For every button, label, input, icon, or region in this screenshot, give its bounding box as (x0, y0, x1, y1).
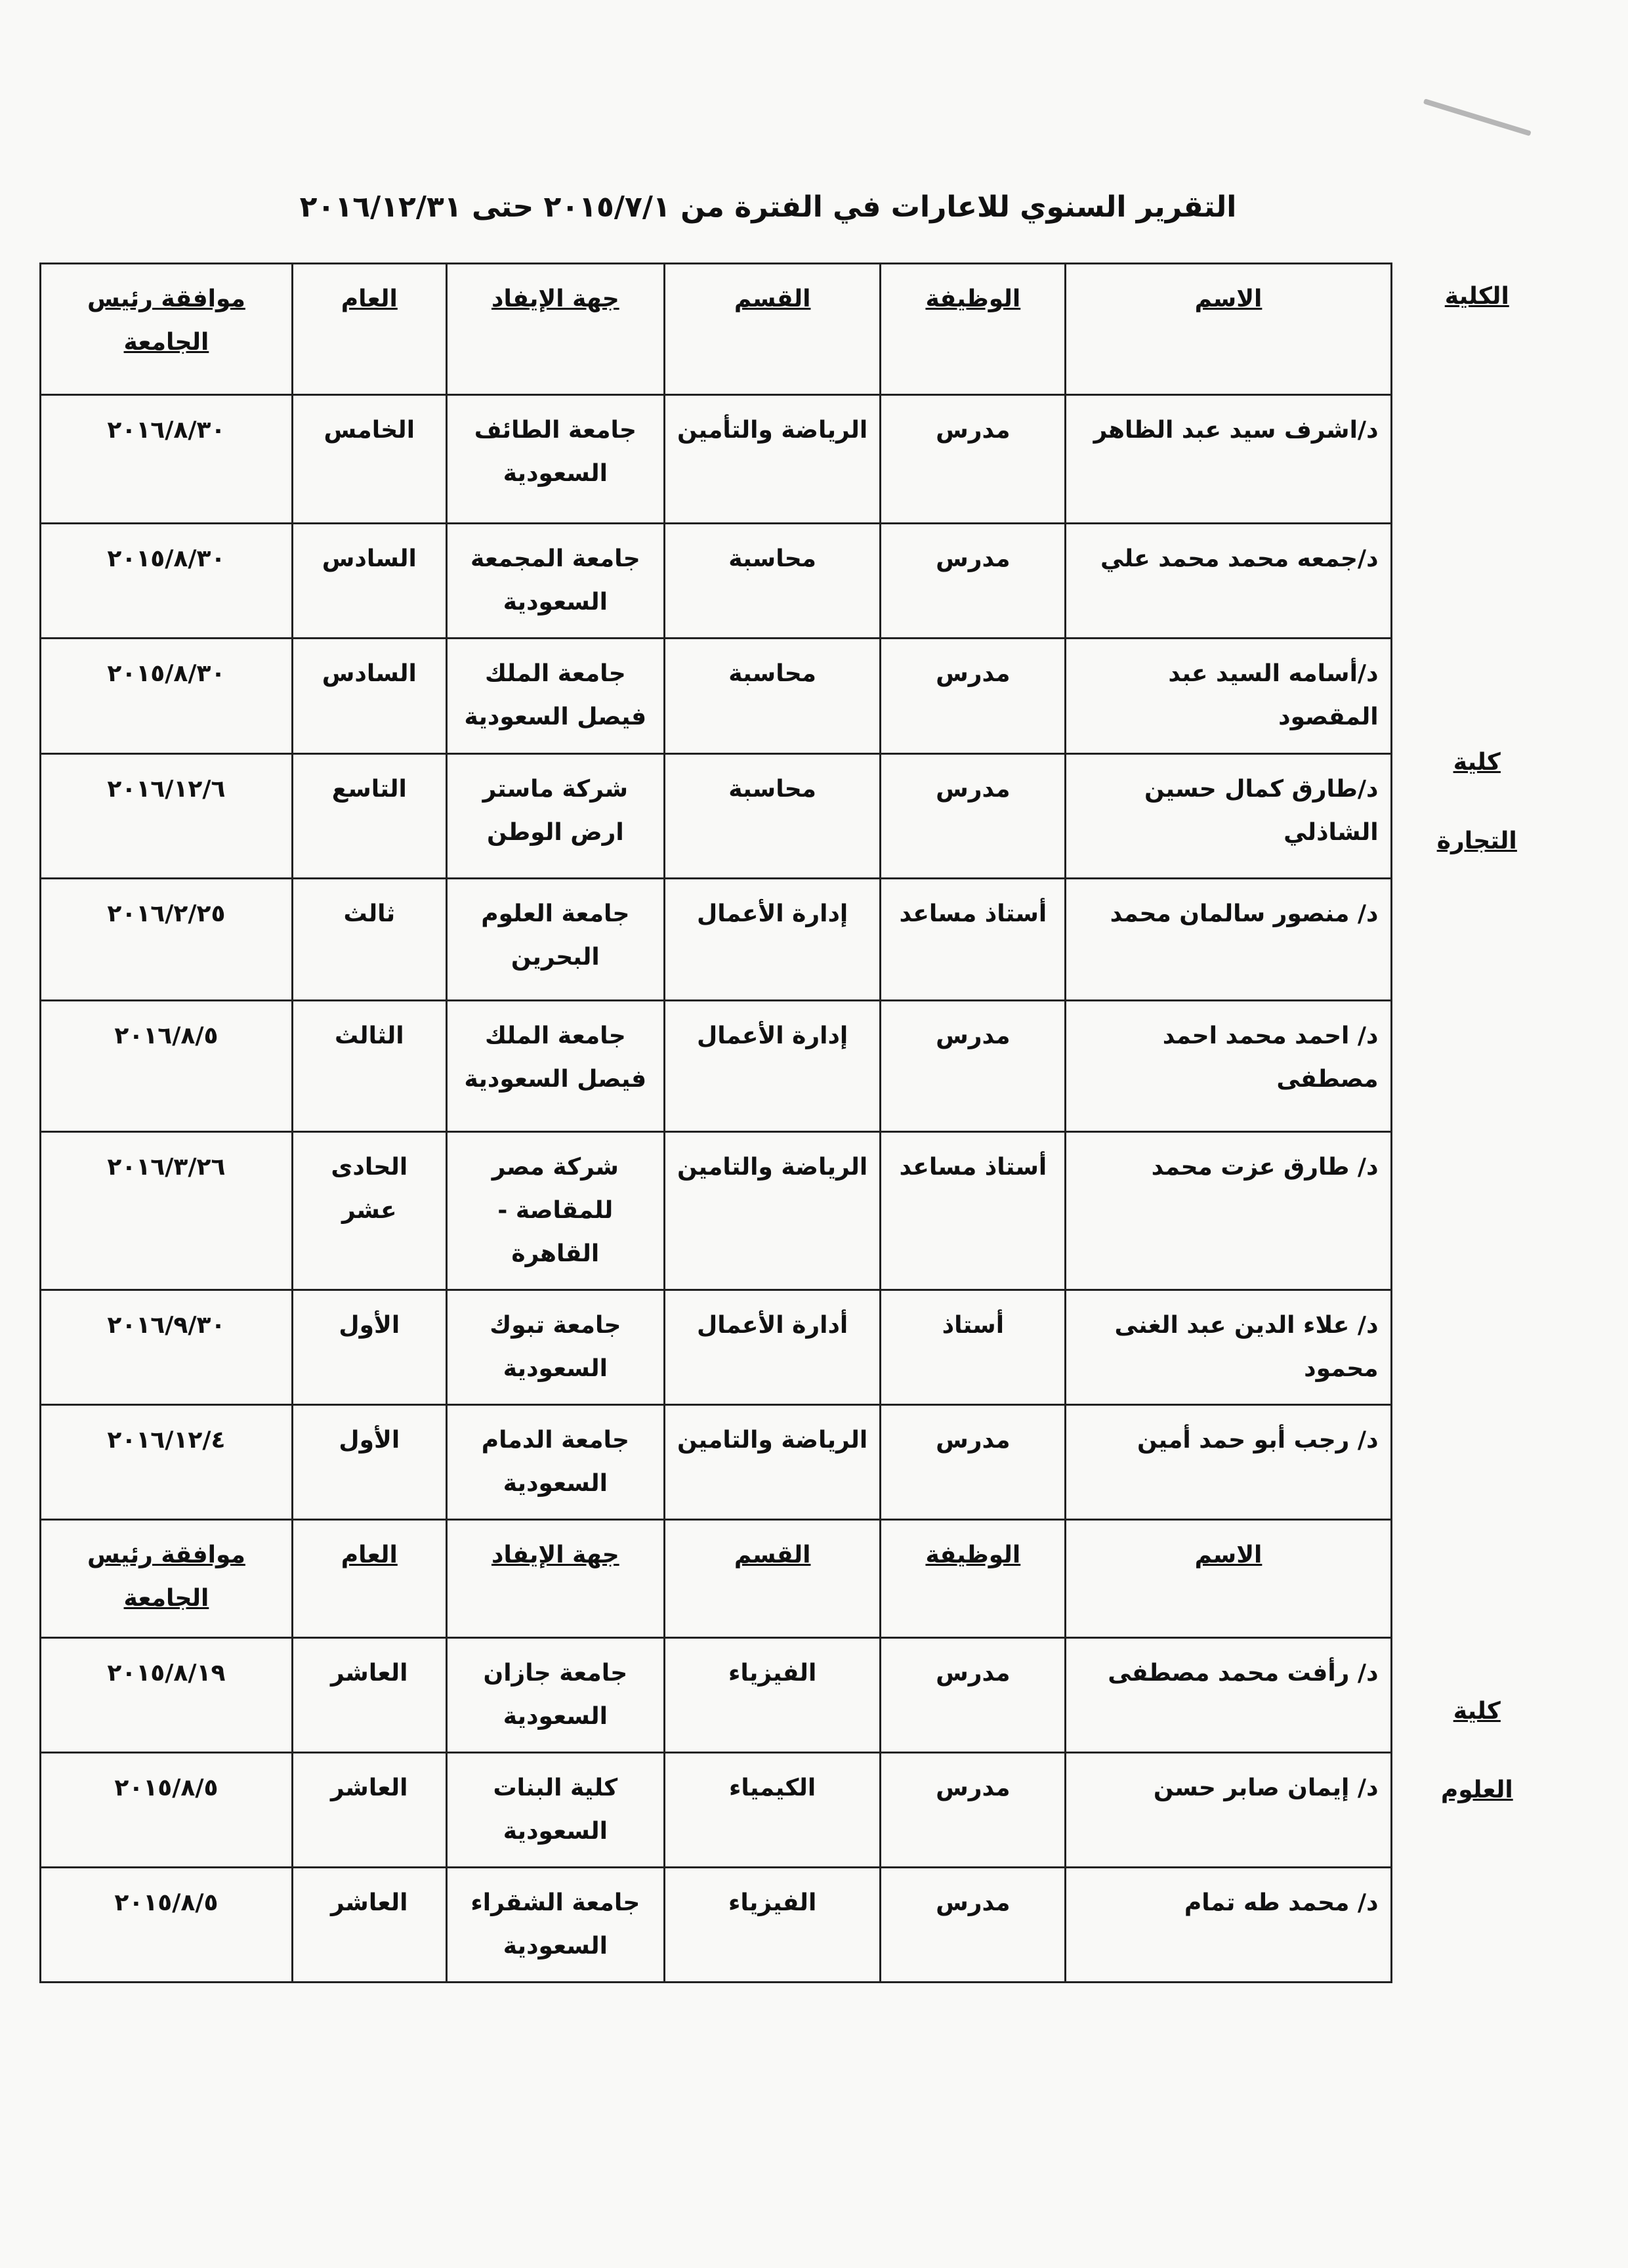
approval-header (41, 1520, 293, 1638)
table-row (41, 524, 1562, 639)
approval-date-cell: ٢٠١٦/٨/٣٠ (41, 395, 293, 524)
dept-cell: أدارة الأعمال (664, 1290, 880, 1405)
approval-date-cell: ٢٠١٥/٨/١٩ (41, 1638, 293, 1753)
dept-cell: الرياضة والتامين (664, 1405, 880, 1520)
faculty-name-line2: العلوم (1440, 1776, 1513, 1803)
year-cell: العاشر (292, 1638, 446, 1753)
approval-date-cell: ٢٠١٦/٢/٢٥ (41, 879, 293, 1001)
job-cell: مدرس (881, 1001, 1066, 1132)
approval-header-label: موافقة رئيس الجامعة (87, 1542, 245, 1612)
table-row (41, 879, 1562, 1001)
year-cell: الأول (292, 1290, 446, 1405)
destination-cell: جامعة الطائف السعودية (446, 395, 664, 524)
secondment-table (39, 262, 1562, 1983)
table-row (41, 1290, 1562, 1405)
faculty-name (1441, 1672, 1513, 1830)
job-header-label: الوظيفة (925, 285, 1021, 312)
job-header-label: الوظيفة (925, 1542, 1021, 1568)
table-row (41, 1405, 1562, 1520)
name-header-label: الاسم (1194, 285, 1263, 312)
job-cell: مدرس (881, 1638, 1066, 1753)
job-cell: أستاذ مساعد (881, 1132, 1066, 1290)
name-cell: د/ رأفت محمد مصطفى (1066, 1638, 1391, 1753)
job-cell: مدرس (881, 1868, 1066, 1983)
destination-cell: جامعة الملك فيصل السعودية (446, 1001, 664, 1132)
name-header (1066, 1520, 1391, 1638)
dept-cell: إدارة الأعمال (664, 1001, 880, 1132)
approval-date-cell: ٢٠١٦/١٢/٦ (41, 754, 293, 879)
faculty-cell (1391, 1520, 1562, 1983)
name-header-label: الاسم (1194, 1542, 1263, 1568)
approval-date-cell: ٢٠١٦/٨/٥ (41, 1001, 293, 1132)
destination-cell: شركة مصر للمقاصة - القاهرة (446, 1132, 664, 1290)
name-cell: د/جمعه محمد محمد علي (1066, 524, 1391, 639)
job-header (881, 1520, 1066, 1638)
scan-pen-mark (1423, 98, 1532, 136)
dept-cell: محاسبة (664, 754, 880, 879)
approval-date-cell: ٢٠١٦/١٢/٤ (41, 1405, 293, 1520)
table-row (41, 754, 1562, 879)
year-cell: الخامس (292, 395, 446, 524)
dept-header-label: القسم (734, 1542, 811, 1568)
destination-cell: جامعة العلوم البحرين (446, 879, 664, 1001)
report-title: التقرير السنوي للاعارات في الفترة من ٢٠١٥/٧/١ حتى ٢٠١٦/١٢/٣١ (299, 190, 1237, 224)
faculty-cell (1391, 264, 1562, 1520)
dept-header (664, 1520, 880, 1638)
job-cell: أستاذ (881, 1290, 1066, 1405)
year-cell: العاشر (292, 1753, 446, 1868)
job-cell: مدرس (881, 754, 1066, 879)
name-cell: د/ منصور سالمان محمد (1066, 879, 1391, 1001)
year-cell: التاسع (292, 754, 446, 879)
faculty-name (1404, 723, 1550, 881)
name-cell: د/ احمد محمد احمد مصطفى (1066, 1001, 1391, 1132)
name-cell: د/اشرف سيد عبد الظاهر (1066, 395, 1391, 524)
year-cell: الثالث (292, 1001, 446, 1132)
destination-header (446, 264, 664, 395)
approval-date-cell: ٢٠١٥/٨/٣٠ (41, 524, 293, 639)
job-cell: مدرس (881, 1405, 1066, 1520)
approval-header (41, 264, 293, 395)
table-header-row (41, 1520, 1562, 1638)
year-cell: ثالث (292, 879, 446, 1001)
dept-cell: الكيمياء (664, 1753, 880, 1868)
dept-cell: الرياضة والتامين (664, 1132, 880, 1290)
approval-date-cell: ٢٠١٥/٨/٣٠ (41, 639, 293, 754)
year-cell: الحادى عشر (292, 1132, 446, 1290)
approval-date-cell: ٢٠١٥/٨/٥ (41, 1753, 293, 1868)
destination-header-label: جهة الإيفاد (491, 285, 619, 312)
job-cell: مدرس (881, 395, 1066, 524)
year-cell: العاشر (292, 1868, 446, 1983)
table-row (41, 1868, 1562, 1983)
approval-date-cell: ٢٠١٥/٨/٥ (41, 1868, 293, 1983)
table-row (41, 1753, 1562, 1868)
name-header (1066, 264, 1391, 395)
dept-cell: محاسبة (664, 639, 880, 754)
name-cell: د/ إيمان صابر حسن (1066, 1753, 1391, 1868)
dept-cell: الفيزياء (664, 1868, 880, 1983)
faculty-header: الكلية (1444, 282, 1509, 310)
dept-header-label: القسم (734, 285, 811, 312)
year-cell: السادس (292, 639, 446, 754)
year-cell: الأول (292, 1405, 446, 1520)
destination-cell: جامعة تبوك السعودية (446, 1290, 664, 1405)
table-row (41, 1132, 1562, 1290)
job-cell: مدرس (881, 524, 1066, 639)
approval-date-cell: ٢٠١٦/٩/٣٠ (41, 1290, 293, 1405)
destination-cell: جامعة الملك فيصل السعودية (446, 639, 664, 754)
faculty-name-line1: كلية (1453, 1698, 1501, 1725)
destination-cell: جامعة الدمام السعودية (446, 1405, 664, 1520)
destination-cell: كلية البنات السعودية (446, 1753, 664, 1868)
year-header-label: العام (341, 285, 398, 312)
destination-cell: شركة ماستر ارض الوطن (446, 754, 664, 879)
table-header-row (41, 264, 1562, 395)
destination-cell: جامعة المجمعة السعودية (446, 524, 664, 639)
job-header (881, 264, 1066, 395)
year-cell: السادس (292, 524, 446, 639)
destination-cell: جامعة جازان السعودية (446, 1638, 664, 1753)
table-row (41, 639, 1562, 754)
year-header (292, 1520, 446, 1638)
job-cell: أستاذ مساعد (881, 879, 1066, 1001)
destination-header-label: جهة الإيفاد (491, 1542, 619, 1568)
dept-cell: محاسبة (664, 524, 880, 639)
destination-cell: جامعة الشقراء السعودية (446, 1868, 664, 1983)
job-cell: مدرس (881, 1753, 1066, 1868)
dept-cell: الفيزياء (664, 1638, 880, 1753)
table-row (41, 395, 1562, 524)
job-cell: مدرس (881, 639, 1066, 754)
faculty-name-line1: كلية (1453, 748, 1501, 776)
name-cell: د/ محمد طه تمام (1066, 1868, 1391, 1983)
approval-date-cell: ٢٠١٦/٣/٢٦ (41, 1132, 293, 1290)
faculty-name-line2: التجارة (1436, 827, 1517, 854)
table-row (41, 1638, 1562, 1753)
destination-header (446, 1520, 664, 1638)
table-row (41, 1001, 1562, 1132)
year-header-label: العام (341, 1542, 398, 1568)
dept-cell: إدارة الأعمال (664, 879, 880, 1001)
approval-header-label: موافقة رئيس الجامعة (87, 285, 245, 356)
year-header (292, 264, 446, 395)
dept-cell: الرياضة والتأمين (664, 395, 880, 524)
name-cell: د/ طارق عزت محمد (1066, 1132, 1391, 1290)
dept-header (664, 264, 880, 395)
name-cell: د/طارق كمال حسين الشاذلي (1066, 754, 1391, 879)
name-cell: د/أسامه السيد عبد المقصود (1066, 639, 1391, 754)
name-cell: د/ علاء الدين عبد الغنى محمود (1066, 1290, 1391, 1405)
name-cell: د/ رجب أبو حمد أمين (1066, 1405, 1391, 1520)
